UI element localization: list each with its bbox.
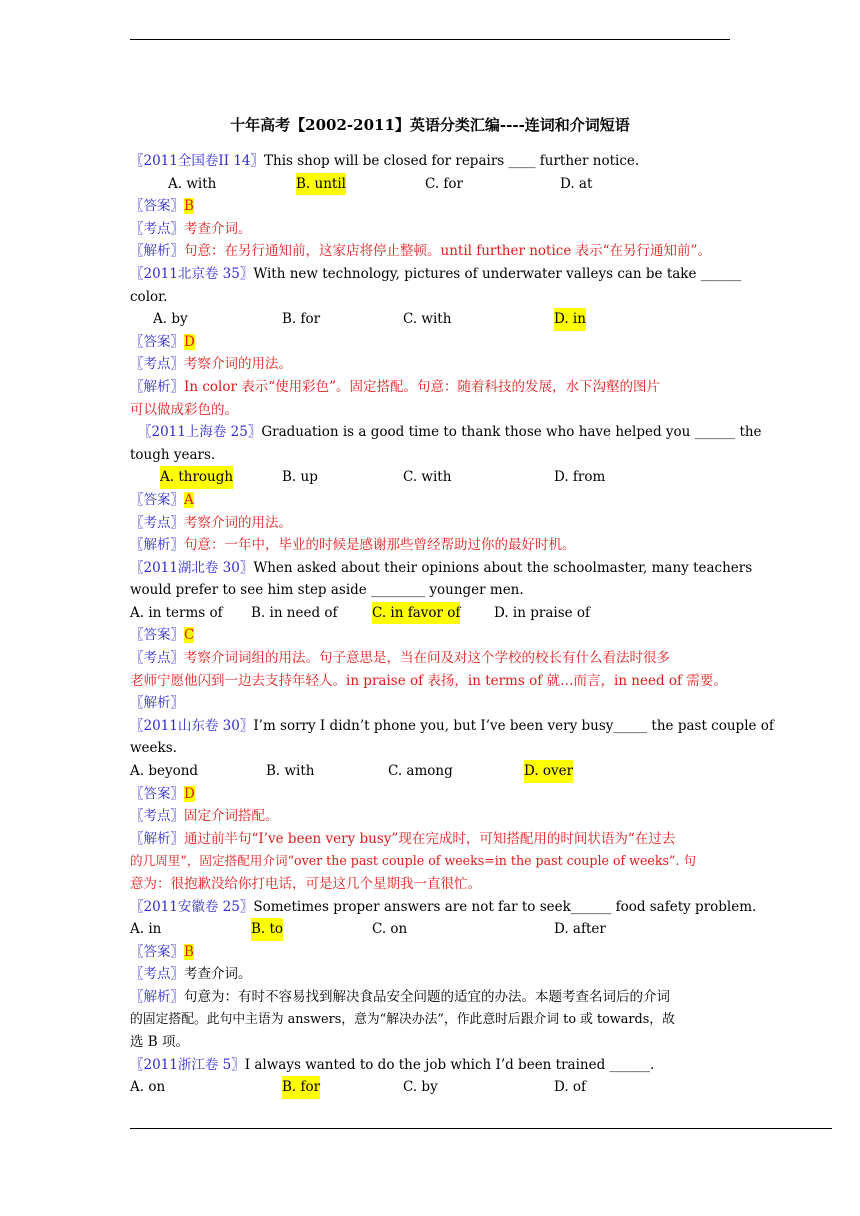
- option-a: A. in terms of: [130, 604, 223, 621]
- question-3-stem: [130, 421, 762, 444]
- option-b-correct: B. until: [296, 173, 346, 196]
- question-text: When asked about their opinions about the schoolmaster, many teachers: [253, 559, 753, 576]
- option-a: A. by: [153, 311, 188, 328]
- answer-line: 〖答案〗A: [130, 491, 194, 508]
- question-source: 〖2011安徽卷 25〗: [130, 898, 254, 915]
- page-title: 十年高考【2002-2011】英语分类汇编----连词和介词短语: [230, 116, 630, 134]
- question-source: 〖2011上海卷 25〗: [138, 424, 262, 441]
- question-3-stem-cont: tough years.: [130, 446, 216, 463]
- question-source: 〖2011浙江卷 5〗: [130, 1056, 245, 1073]
- option-a: A. in: [130, 921, 162, 938]
- question-7-stem: [130, 1054, 733, 1077]
- question-3-options: [130, 466, 733, 489]
- analysis-line: 〖解析〗句意为：有时不容易找到解决食品安全问题的适宜的办法。本题考查名词后的介词: [130, 988, 670, 1005]
- answer-line: 〖答案〗B: [130, 198, 194, 215]
- answer-value: D: [184, 333, 195, 350]
- analysis-line: 〖解析〗: [130, 695, 184, 712]
- question-source: 〖2011山东卷 30〗: [130, 717, 254, 734]
- question-4-options: [130, 602, 733, 625]
- option-b: B. in need of: [251, 604, 338, 621]
- point-text: 考查介词。: [184, 966, 252, 983]
- option-c: C. for: [425, 175, 464, 192]
- analysis-text-cont: 选 B 项。: [130, 1034, 190, 1051]
- answer-line: 〖答案〗D: [130, 333, 195, 350]
- point-text: 考察介词的用法。: [184, 356, 292, 373]
- option-b: B. with: [266, 763, 315, 780]
- analysis-text-cont: 可以做成彩色的。: [130, 401, 238, 418]
- answer-value: D: [184, 785, 195, 802]
- question-text: Sometimes proper answers are not far to seek______ food safety problem.: [253, 898, 757, 915]
- question-2-stem: [130, 263, 742, 286]
- option-b: B. up: [282, 469, 318, 486]
- point-text: 考查介词。: [184, 220, 252, 237]
- option-c-correct: C. in favor of: [372, 602, 460, 625]
- option-c: C. with: [403, 311, 452, 328]
- option-d: D. from: [554, 469, 606, 486]
- answer-line: 〖答案〗C: [130, 627, 195, 644]
- answer-line: 〖答案〗B: [130, 943, 194, 960]
- option-c: C. by: [403, 1079, 438, 1096]
- analysis-text-cont: 的固定搭配。此句中主语为 answers，意为“解决办法”，作此意时后跟介词 to 或 towards，故: [130, 1011, 675, 1027]
- point-text: 固定介词搭配。: [184, 808, 279, 825]
- option-a: A. with: [168, 175, 217, 192]
- header-rule: [130, 39, 730, 40]
- question-source: 〖2011北京卷 35〗: [130, 265, 254, 282]
- question-5-options: [130, 760, 733, 783]
- option-d: D. of: [554, 1079, 587, 1096]
- analysis-text: In color 表示“使用彩色”。固定搭配。句意：随着科技的发展，水下沟壑的图片: [184, 378, 660, 395]
- point-text: 考察介词词组的用法。句子意思是，当在问及对这个学校的校长有什么看法时很多: [184, 650, 670, 667]
- question-5-stem: [130, 715, 774, 738]
- question-source: 〖2011湖北卷 30〗: [130, 559, 254, 576]
- point-text-cont: 老师宁愿他闪到一边去支持年轻人。in praise of 表扬，in terms of 就…而言，in need of 需要。: [130, 672, 727, 689]
- option-b: B. for: [282, 311, 321, 328]
- analysis-line: 〖解析〗通过前半句“I’ve been very busy”现在完成时，可知搭配用的时间状语为“在过去: [130, 830, 676, 847]
- option-c: C. with: [403, 469, 452, 486]
- option-d-correct: D. over: [524, 760, 573, 783]
- document-body: [130, 150, 774, 1099]
- question-1-stem: [130, 150, 733, 173]
- question-4-stem: [130, 557, 753, 580]
- analysis-line: 〖解析〗句意：一年中，毕业的时候是感谢那些曾经帮助过你的最好时机。: [130, 537, 576, 554]
- question-7-options: [130, 1076, 733, 1099]
- analysis-line: 〖解析〗In color 表示“使用彩色”。固定搭配。句意：随着科技的发展，水下沟壑的图片: [130, 378, 660, 395]
- analysis-text: 通过前半句“I’ve been very busy”现在完成时，可知搭配用的时间状语为“在过去: [184, 830, 676, 847]
- option-c: C. among: [388, 763, 453, 780]
- question-text: I’m sorry I didn’t phone you, but I’ve been very busy_____ the past couple of: [253, 717, 774, 734]
- option-c: C. on: [372, 921, 408, 938]
- option-a-correct: A. through: [160, 466, 233, 489]
- point-line: 〖考点〗考查介词。: [130, 966, 252, 983]
- question-source: 〖2011全国卷II 14〗: [130, 153, 264, 169]
- analysis-text: 句意：一年中，毕业的时候是感谢那些曾经帮助过你的最好时机。: [184, 537, 576, 554]
- question-6-options: [130, 918, 733, 941]
- answer-value: A: [184, 491, 194, 508]
- analysis-text-cont: 的几周里”，固定搭配用介词“over the past couple of weeks=in the past couple of weeks”. 句: [130, 853, 696, 869]
- option-d-correct: D. in: [554, 308, 586, 331]
- question-2-stem-cont: color.: [130, 288, 168, 305]
- point-text: 考察介词的用法。: [184, 514, 292, 531]
- question-text: With new technology, pictures of underwater valleys can be take ______: [253, 265, 742, 282]
- answer-value: B: [184, 198, 194, 215]
- option-d: D. in praise of: [494, 604, 591, 621]
- point-line: 〖考点〗考查介词。: [130, 220, 252, 237]
- option-b-correct: B. for: [282, 1076, 320, 1099]
- option-d: D. at: [560, 175, 593, 192]
- analysis-text: 句意为：有时不容易找到解决食品安全问题的适宜的办法。本题考查名词后的介词: [184, 988, 670, 1005]
- question-text: I always wanted to do the job which I’d been trained ______.: [244, 1056, 655, 1073]
- point-line: 〖考点〗固定介词搭配。: [130, 808, 279, 825]
- option-a: A. on: [130, 1079, 166, 1096]
- point-line: 〖考点〗考察介词的用法。: [130, 514, 292, 531]
- question-1-options: [130, 173, 733, 196]
- answer-value: C: [184, 627, 195, 644]
- question-4-stem-cont: would prefer to see him step aside ________ younger men.: [130, 582, 524, 599]
- analysis-text: 句意：在另行通知前，这家店将停止整顿。until further notice 表示“在另行通知前”。: [184, 243, 711, 260]
- option-a: A. beyond: [130, 763, 199, 780]
- question-2-options: [130, 308, 733, 331]
- question-6-stem: [130, 896, 757, 919]
- question-text: Graduation is a good time to thank those who have helped you ______ the: [261, 424, 762, 441]
- option-d: D. after: [554, 921, 606, 938]
- question-text: This shop will be closed for repairs ____ further notice.: [264, 153, 640, 169]
- analysis-line: 〖解析〗句意：在另行通知前，这家店将停止整顿。until further notice 表示“在另行通知前”。: [130, 243, 711, 260]
- option-b-correct: B. to: [251, 918, 283, 941]
- question-5-stem-cont: weeks.: [130, 740, 177, 757]
- answer-value: B: [184, 943, 194, 960]
- answer-line: 〖答案〗D: [130, 785, 195, 802]
- point-line: 〖考点〗考察介词的用法。: [130, 356, 292, 373]
- point-line: 〖考点〗考察介词词组的用法。句子意思是，当在问及对这个学校的校长有什么看法时很多: [130, 650, 670, 667]
- analysis-text-cont: 意为：很抱歉没给你打电话，可是这几个星期我一直很忙。: [130, 876, 481, 892]
- footer-rule: [130, 1128, 832, 1129]
